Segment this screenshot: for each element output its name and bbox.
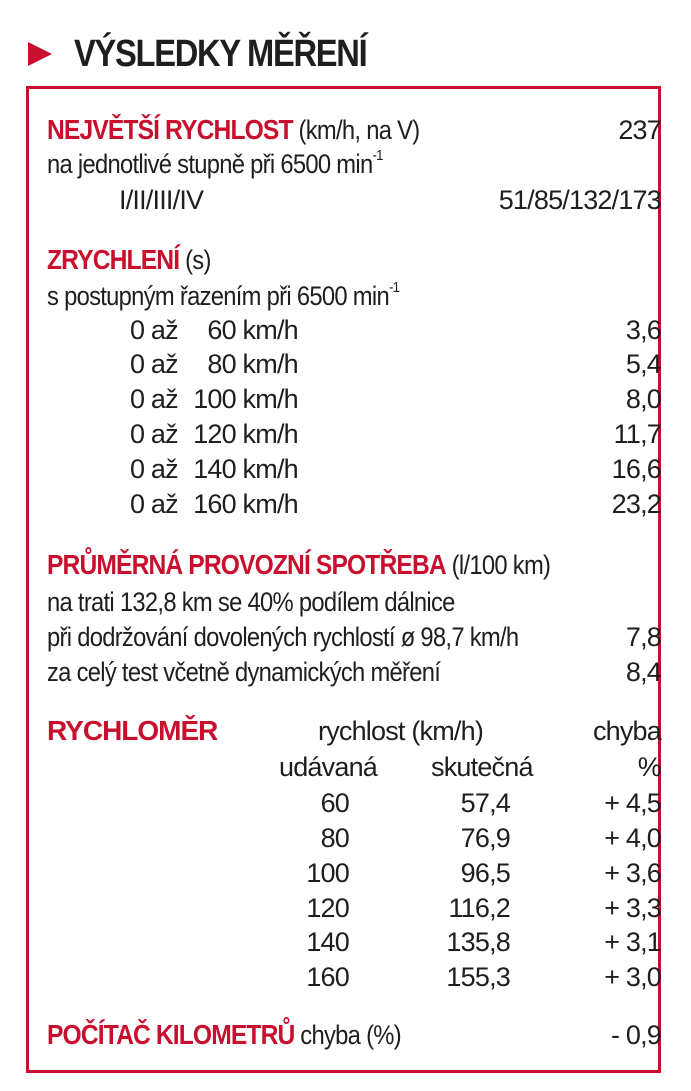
speedometer-row-error: + 3,3 xyxy=(604,893,661,923)
odometer-unit: chyba (%) xyxy=(300,1020,401,1050)
acceleration-row-prefix: 0 až xyxy=(130,489,178,519)
acceleration-row xyxy=(47,382,661,416)
acceleration-row-value: 16,6 xyxy=(611,454,661,484)
acceleration-row-prefix: 0 až xyxy=(130,419,178,449)
speedometer-row-actual: 76,9 xyxy=(460,823,510,853)
acceleration-row-speed: 160 xyxy=(193,489,236,519)
acceleration-row xyxy=(47,313,661,347)
top-speed-gears-row xyxy=(47,183,661,217)
speedometer-row-error: + 4,0 xyxy=(604,823,661,853)
top-speed-gears-label-row xyxy=(47,147,661,181)
speedometer-col-indicated: udávaná xyxy=(279,752,377,782)
acceleration-row-speed: 100 xyxy=(193,384,236,414)
consumption-heading-row xyxy=(47,548,661,582)
acceleration-row-value: 3,6 xyxy=(625,315,661,345)
acceleration-row-prefix: 0 až xyxy=(130,349,178,379)
speedometer-row xyxy=(47,821,661,855)
consumption-line3-label: za celý test včetně dynamických měření xyxy=(47,657,441,687)
speedometer-row-actual: 135,8 xyxy=(446,927,510,957)
speedometer-heading: RYCHLOMĚR xyxy=(47,715,218,746)
acceleration-row xyxy=(47,347,661,381)
speedometer-col-actual: skutečná xyxy=(431,752,533,782)
acceleration-row-prefix: 0 až xyxy=(130,384,178,414)
consumption-line1: na trati 132,8 km se 40% podílem dálnice xyxy=(47,587,455,617)
acceleration-unit: (s) xyxy=(185,245,211,275)
top-speed-heading-row xyxy=(47,113,661,147)
top-speed-value: 237 xyxy=(618,115,661,145)
consumption-line3-value: 8,4 xyxy=(625,657,661,687)
speedometer-col-error: chyba xyxy=(592,716,661,746)
acceleration-label-row xyxy=(47,279,661,313)
speedometer-row xyxy=(47,856,661,890)
consumption-line2-label: při dodržování dovolených rychlostí ø 98,7 km/h xyxy=(47,622,519,652)
acceleration-row-speed: 120 xyxy=(193,419,236,449)
speedometer-row xyxy=(47,925,661,959)
acceleration-row-value: 23,2 xyxy=(611,489,661,519)
speedometer-row-actual: 155,3 xyxy=(446,962,510,992)
top-speed-gears-label: na jednotlivé stupně při 6500 min xyxy=(47,149,373,179)
speedometer-row xyxy=(47,786,661,820)
top-speed-heading: NEJVĚTŠÍ RYCHLOST xyxy=(47,114,293,145)
speedometer-row-indicated: 140 xyxy=(306,927,349,957)
consumption-line2-row xyxy=(47,620,661,654)
speedometer-row-actual: 116,2 xyxy=(448,893,510,923)
acceleration-label: s postupným řazením při 6500 min xyxy=(47,281,389,311)
speedometer-row-error: + 4,5 xyxy=(604,788,661,818)
speedometer-subheader-row xyxy=(47,750,661,784)
acceleration-row-prefix: 0 až xyxy=(130,315,178,345)
acceleration-row-unit: km/h xyxy=(242,384,298,414)
acceleration-row-speed: 140 xyxy=(193,454,236,484)
top-speed-unit: (km/h, na V) xyxy=(298,115,420,145)
speedometer-row xyxy=(47,891,661,925)
odometer-heading: POČÍTAČ KILOMETRŮ xyxy=(47,1019,295,1050)
triangle-right-icon xyxy=(28,42,52,66)
consumption-line2-value: 7,8 xyxy=(625,622,661,652)
acceleration-row xyxy=(47,417,661,451)
acceleration-heading-row xyxy=(47,243,661,277)
speedometer-row-error: + 3,0 xyxy=(604,962,661,992)
speedometer-row-actual: 57,4 xyxy=(460,788,510,818)
speedometer-row-indicated: 120 xyxy=(306,893,349,923)
top-speed-gears-names: I/II/III/IV xyxy=(119,185,204,215)
consumption-unit: (l/100 km) xyxy=(451,550,551,580)
speedometer-row-actual: 96,5 xyxy=(460,858,510,888)
acceleration-row-speed: 60 xyxy=(207,315,236,345)
speedometer-col-group: rychlost (km/h) xyxy=(318,716,484,746)
speedometer-heading-row xyxy=(47,714,661,748)
speedometer-col-error-unit: % xyxy=(637,752,661,782)
acceleration-row-value: 11,7 xyxy=(613,419,661,449)
speedometer-row-indicated: 80 xyxy=(320,823,349,853)
page-header xyxy=(28,22,414,86)
odometer-value: - 0,9 xyxy=(610,1020,661,1050)
consumption-line3-row xyxy=(47,655,661,689)
acceleration-row-value: 5,4 xyxy=(625,349,661,379)
acceleration-row-prefix: 0 až xyxy=(130,454,178,484)
consumption-heading: PRŮMĚRNÁ PROVOZNÍ SPOTŘEBA xyxy=(47,549,446,580)
acceleration-row-unit: km/h xyxy=(242,315,298,345)
acceleration-row xyxy=(47,452,661,486)
acceleration-row-unit: km/h xyxy=(242,419,298,449)
acceleration-row-unit: km/h xyxy=(242,489,298,519)
acceleration-row-value: 8,0 xyxy=(625,384,661,414)
acceleration-row xyxy=(47,487,661,521)
speedometer-row-indicated: 100 xyxy=(306,858,349,888)
odometer-row xyxy=(47,1018,661,1052)
speedometer-row-indicated: 160 xyxy=(306,962,349,992)
speedometer-row-error: + 3,1 xyxy=(604,927,661,957)
speedometer-row-error: + 3,6 xyxy=(604,858,661,888)
speedometer-row xyxy=(47,960,661,994)
speedometer-row-indicated: 60 xyxy=(320,788,349,818)
acceleration-row-unit: km/h xyxy=(242,349,298,379)
page-title: VÝSLEDKY MĚŘENÍ xyxy=(74,32,367,75)
top-speed-gears-sup: -1 xyxy=(372,147,383,164)
consumption-line1-row xyxy=(47,585,661,619)
acceleration-heading: ZRYCHLENÍ xyxy=(47,244,180,275)
acceleration-label-sup: -1 xyxy=(388,279,400,296)
acceleration-row-speed: 80 xyxy=(207,349,236,379)
top-speed-gears-values: 51/85/132/173 xyxy=(498,185,661,215)
acceleration-row-unit: km/h xyxy=(242,454,298,484)
